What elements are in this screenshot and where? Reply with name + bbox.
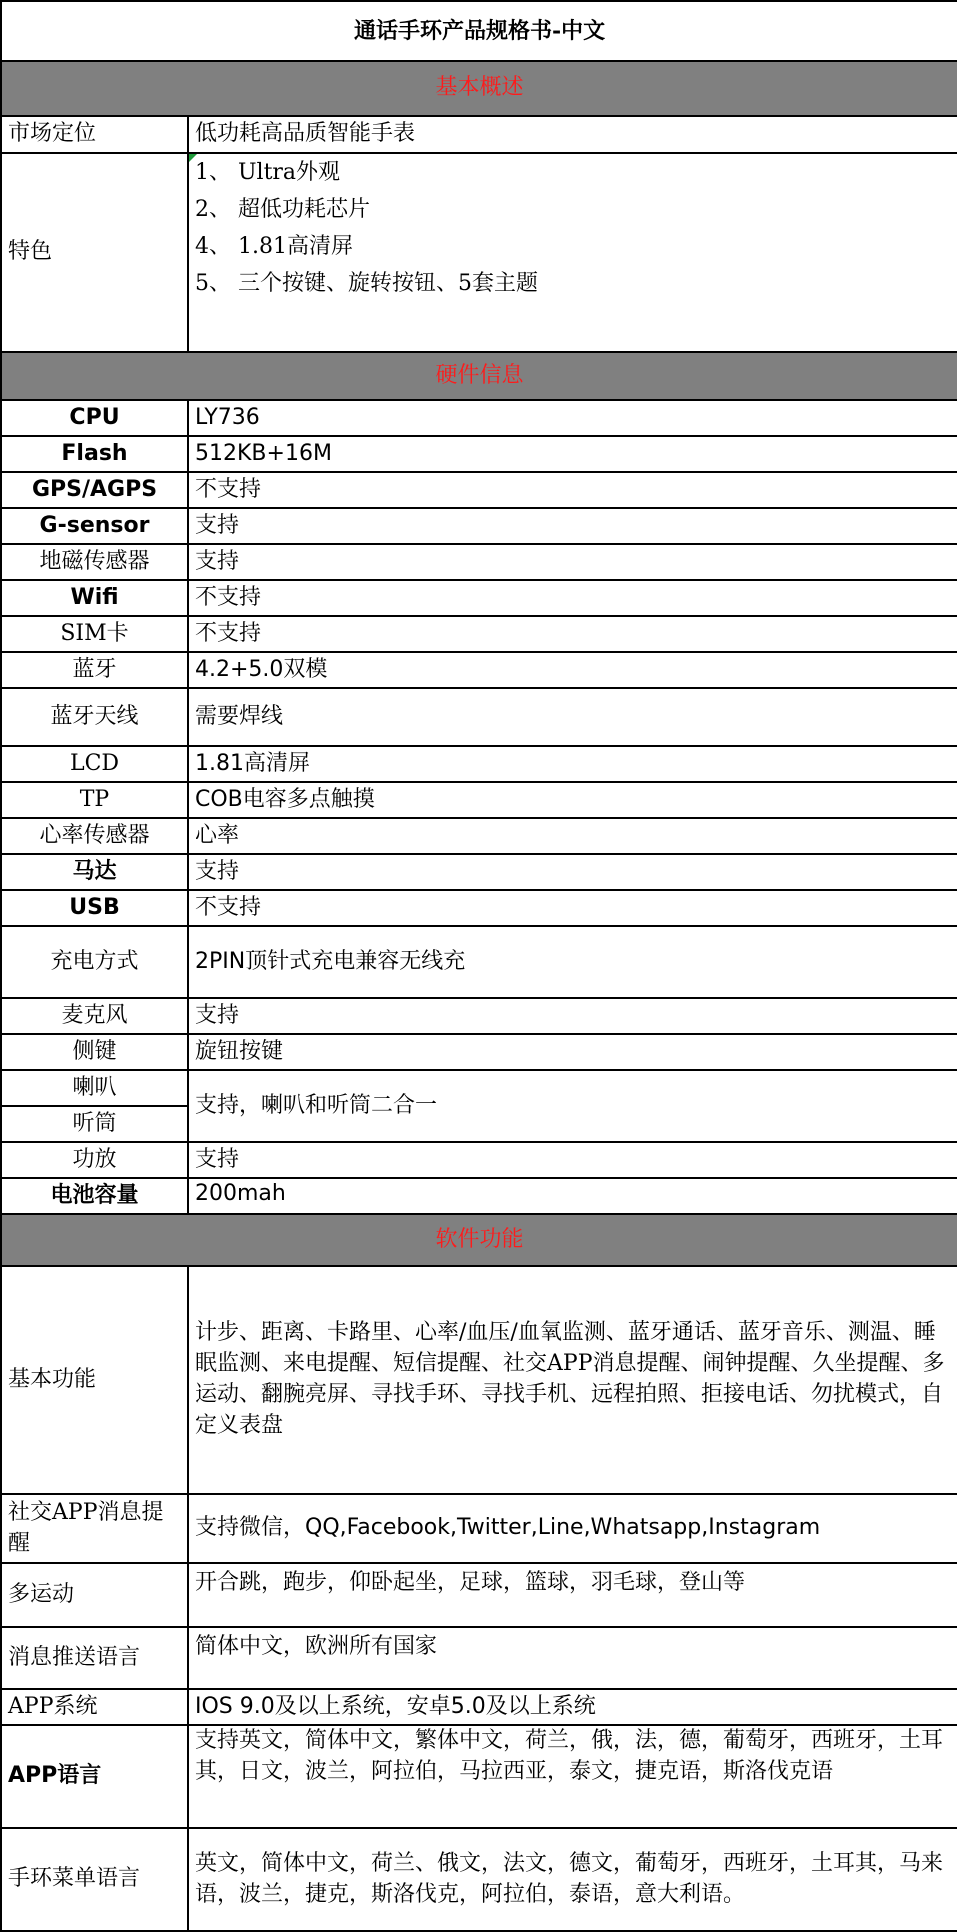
hw-value-motor: 支持	[188, 854, 957, 890]
hw-value-speaker: 支持，喇叭和听筒二合一	[188, 1070, 957, 1142]
hw-label-usb: USB	[1, 890, 188, 926]
hw-value-microphone: 支持	[188, 998, 957, 1034]
hw-value-sim: 不支持	[188, 616, 957, 652]
section-basic-header: 基本概述	[1, 61, 957, 116]
hw-label-heart-rate: 心率传感器	[1, 818, 188, 854]
market-label: 市场定位	[1, 116, 188, 153]
hw-label-flash: Flash	[1, 436, 188, 472]
sw-label-multi-sport: 多运动	[1, 1563, 188, 1627]
hw-value-wifi: 不支持	[188, 580, 957, 616]
hw-label-bt-antenna: 蓝牙天线	[1, 688, 188, 746]
sw-value-basic-functions: 计步、距离、卡路里、心率/血压/血氧监测、蓝牙通话、蓝牙音乐、测温、睡眠监测、来电提醒、短信提醒、社交APP消息提醒、闹钟提醒、久坐提醒、多运动、翻腕亮屏、寻找手环、寻找手机、远程拍照、拒接电话、勿扰模式，自定义表盘	[188, 1266, 957, 1494]
hw-value-flash: 512KB+16M	[188, 436, 957, 472]
hw-label-microphone: 麦克风	[1, 998, 188, 1034]
sw-label-app-language: APP语言	[1, 1725, 188, 1828]
hw-label-wifi: Wifi	[1, 580, 188, 616]
hw-value-side-key: 旋钮按键	[188, 1034, 957, 1070]
hw-value-bluetooth: 4.2+5.0双模	[188, 652, 957, 688]
sw-value-push-language: 简体中文，欧洲所有国家	[188, 1627, 957, 1689]
hw-value-gsensor: 支持	[188, 508, 957, 544]
sw-value-multi-sport: 开合跳，跑步，仰卧起坐，足球，篮球，羽毛球，登山等	[188, 1563, 957, 1627]
hw-label-magnetometer: 地磁传感器	[1, 544, 188, 580]
feature-item: 5、 三个按键、旋转按钮、5套主题	[195, 271, 538, 296]
feature-item: 2、 超低功耗芯片	[195, 197, 370, 222]
hw-label-motor: 马达	[1, 854, 188, 890]
hw-value-amplifier: 支持	[188, 1142, 957, 1178]
hw-label-bluetooth: 蓝牙	[1, 652, 188, 688]
features-list	[188, 153, 957, 352]
hw-label-receiver: 听筒	[1, 1106, 188, 1142]
section-software-header: 软件功能	[1, 1214, 957, 1266]
hw-value-magnetometer: 支持	[188, 544, 957, 580]
hw-label-cpu: CPU	[1, 400, 188, 436]
sw-value-app-language: 支持英文，简体中文，繁体中文，荷兰，俄，法，德，葡萄牙，西班牙，土耳其，日文，波兰，阿拉伯，马拉西亚，泰文，捷克语，斯洛伐克语	[188, 1725, 957, 1828]
features-label: 特色	[1, 153, 188, 352]
sw-label-social-app: 社交APP消息提醒	[1, 1494, 188, 1563]
hw-value-tp: COB电容多点触摸	[188, 782, 957, 818]
hw-label-lcd: LCD	[1, 746, 188, 782]
feature-item: 4、 1.81高清屏	[195, 234, 353, 259]
hw-label-charging: 充电方式	[1, 926, 188, 998]
sw-value-social-app: 支持微信，QQ,Facebook,Twitter,Line,Whatsapp,Instagram	[188, 1494, 957, 1563]
sw-value-app-system: IOS 9.0及以上系统，安卓5.0及以上系统	[188, 1689, 957, 1725]
section-hardware-header: 硬件信息	[1, 352, 957, 400]
hw-value-usb: 不支持	[188, 890, 957, 926]
hw-value-bt-antenna: 需要焊线	[188, 688, 957, 746]
hw-label-speaker: 喇叭	[1, 1070, 188, 1106]
hw-label-amplifier: 功放	[1, 1142, 188, 1178]
sw-label-basic-functions: 基本功能	[1, 1266, 188, 1494]
hw-label-tp: TP	[1, 782, 188, 818]
hw-label-gsensor: G-sensor	[1, 508, 188, 544]
sw-label-push-language: 消息推送语言	[1, 1627, 188, 1689]
sw-label-band-menu-language: 手环菜单语言	[1, 1828, 188, 1931]
hw-value-cpu: LY736	[188, 400, 957, 436]
hw-value-charging: 2PIN顶针式充电兼容无线充	[188, 926, 957, 998]
hw-value-lcd: 1.81高清屏	[188, 746, 957, 782]
market-value: 低功耗高品质智能手表	[188, 116, 957, 153]
sw-label-app-system: APP系统	[1, 1689, 188, 1725]
page-title: 通话手环产品规格书-中文	[1, 1, 957, 61]
hw-value-heart-rate: 心率	[188, 818, 957, 854]
hw-label-sim: SIM卡	[1, 616, 188, 652]
hw-value-gps: 不支持	[188, 472, 957, 508]
hw-label-battery: 电池容量	[1, 1178, 188, 1214]
hw-label-side-key: 侧键	[1, 1034, 188, 1070]
hw-value-battery: 200mah	[188, 1178, 957, 1214]
sw-value-band-menu-language: 英文，简体中文，荷兰、俄文，法文，德文，葡萄牙，西班牙，土耳其，马来语，波兰，捷克，斯洛伐克，阿拉伯，泰语，意大利语。	[188, 1828, 957, 1931]
feature-item: 1、 Ultra外观	[195, 160, 341, 185]
hw-label-gps: GPS/AGPS	[1, 472, 188, 508]
